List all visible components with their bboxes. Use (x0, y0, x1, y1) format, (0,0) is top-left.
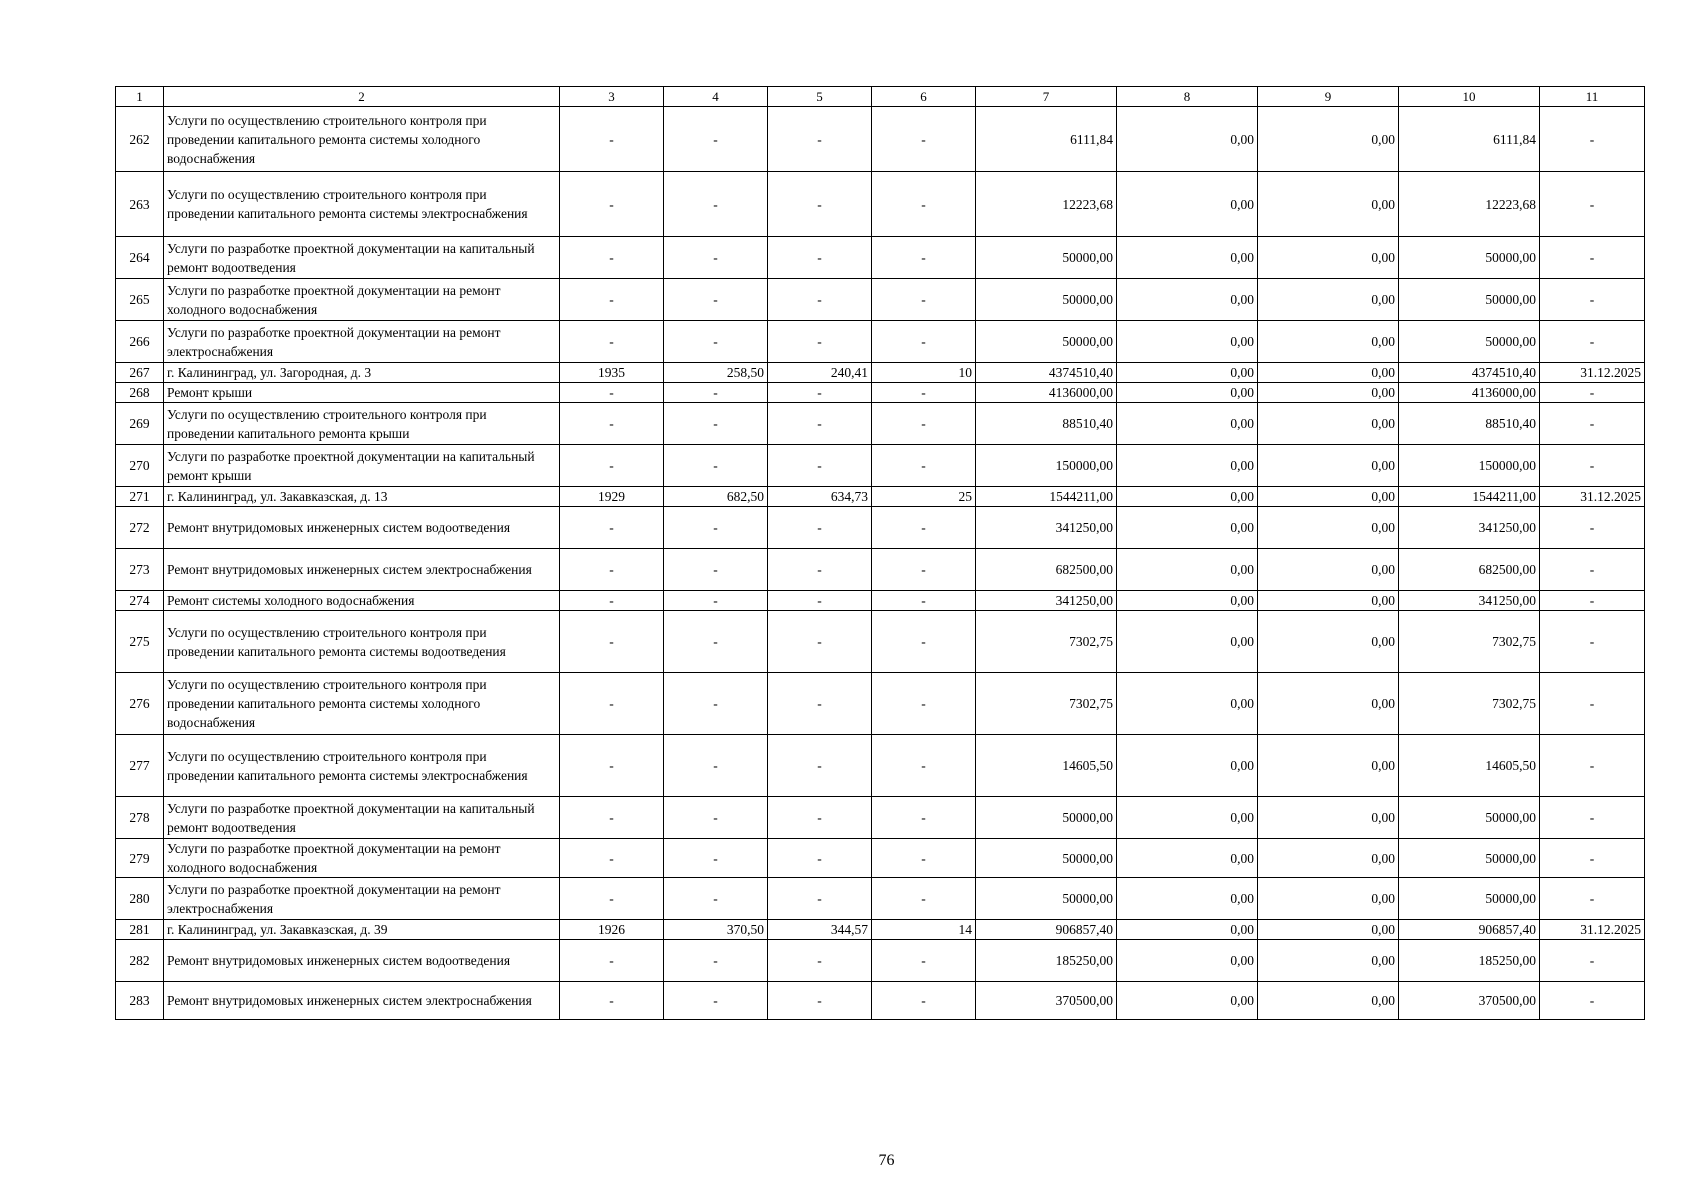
cell-residents: - (872, 403, 976, 445)
row-number: 266 (116, 321, 164, 363)
row-number: 265 (116, 279, 164, 321)
row-description: Услуги по осуществлению строительного контроля при проведении капитального ремонта системы водоотведения (164, 611, 560, 673)
cell-col-8: 0,00 (1117, 982, 1258, 1020)
cell-year: - (560, 735, 664, 797)
cell-total-cost: 50000,00 (976, 839, 1117, 878)
row-number: 283 (116, 982, 164, 1020)
cell-col-8: 0,00 (1117, 403, 1258, 445)
cell-deadline: - (1540, 940, 1645, 982)
cell-col-9: 0,00 (1258, 549, 1399, 591)
cell-area-total: - (664, 673, 768, 735)
cell-col-9: 0,00 (1258, 237, 1399, 279)
cell-area-living: - (768, 878, 872, 920)
table-row (116, 172, 1645, 237)
column-header-2: 2 (164, 87, 560, 107)
cell-col-10: 50000,00 (1399, 839, 1540, 878)
cell-area-total: - (664, 445, 768, 487)
cell-total-cost: 4136000,00 (976, 383, 1117, 403)
table-row (116, 797, 1645, 839)
address-row (116, 363, 1645, 383)
cell-col-8: 0,00 (1117, 363, 1258, 383)
cell-total-cost: 50000,00 (976, 237, 1117, 279)
cell-deadline: - (1540, 735, 1645, 797)
cell-col-10: 50000,00 (1399, 797, 1540, 839)
cell-area-total: - (664, 982, 768, 1020)
cell-col-10: 50000,00 (1399, 321, 1540, 363)
cell-total-cost: 14605,50 (976, 735, 1117, 797)
cell-deadline: - (1540, 982, 1645, 1020)
cell-col-10: 50000,00 (1399, 878, 1540, 920)
cell-area-living: - (768, 403, 872, 445)
column-header-7: 7 (976, 87, 1117, 107)
row-number: 278 (116, 797, 164, 839)
column-header-6: 6 (872, 87, 976, 107)
cell-area-living: - (768, 107, 872, 172)
cell-col-10: 6111,84 (1399, 107, 1540, 172)
cell-col-10: 7302,75 (1399, 673, 1540, 735)
cell-total-cost: 7302,75 (976, 611, 1117, 673)
cell-year: - (560, 403, 664, 445)
column-header-8: 8 (1117, 87, 1258, 107)
table-row (116, 591, 1645, 611)
row-description: г. Калининград, ул. Загородная, д. 3 (164, 363, 560, 383)
cell-area-total: - (664, 735, 768, 797)
cell-residents: - (872, 549, 976, 591)
cell-year: - (560, 673, 664, 735)
cell-col-10: 150000,00 (1399, 445, 1540, 487)
cell-col-9: 0,00 (1258, 940, 1399, 982)
row-description: Услуги по осуществлению строительного контроля при проведении капитального ремонта системы электроснабжения (164, 735, 560, 797)
cell-residents: - (872, 839, 976, 878)
cell-total-cost: 88510,40 (976, 403, 1117, 445)
row-description: Ремонт внутридомовых инженерных систем водоотведения (164, 940, 560, 982)
row-description: Ремонт внутридомовых инженерных систем электроснабжения (164, 549, 560, 591)
cell-area-living: 240,41 (768, 363, 872, 383)
cell-area-living: - (768, 940, 872, 982)
page-number: 76 (878, 1152, 895, 1169)
cell-residents: - (872, 445, 976, 487)
column-header-1: 1 (116, 87, 164, 107)
row-number: 281 (116, 920, 164, 940)
row-number: 268 (116, 383, 164, 403)
row-number: 282 (116, 940, 164, 982)
cell-col-8: 0,00 (1117, 920, 1258, 940)
cell-year: - (560, 445, 664, 487)
cell-total-cost: 12223,68 (976, 172, 1117, 237)
cell-col-10: 4136000,00 (1399, 383, 1540, 403)
cell-col-8: 0,00 (1117, 878, 1258, 920)
cell-total-cost: 341250,00 (976, 507, 1117, 549)
cell-col-8: 0,00 (1117, 797, 1258, 839)
cell-residents: - (872, 321, 976, 363)
row-description: Ремонт крыши (164, 383, 560, 403)
cell-year: - (560, 549, 664, 591)
row-description: Услуги по разработке проектной документации на ремонт электроснабжения (164, 321, 560, 363)
table-row (116, 279, 1645, 321)
cell-col-8: 0,00 (1117, 673, 1258, 735)
row-number: 269 (116, 403, 164, 445)
cell-col-8: 0,00 (1117, 383, 1258, 403)
capital-repair-table (115, 86, 1645, 1020)
cell-col-10: 12223,68 (1399, 172, 1540, 237)
row-number: 273 (116, 549, 164, 591)
cell-col-8: 0,00 (1117, 321, 1258, 363)
cell-col-8: 0,00 (1117, 591, 1258, 611)
cell-area-living: - (768, 839, 872, 878)
cell-col-9: 0,00 (1258, 920, 1399, 940)
cell-deadline: - (1540, 237, 1645, 279)
row-description: Услуги по разработке проектной документации на капитальный ремонт крыши (164, 445, 560, 487)
row-description: г. Калининград, ул. Закавказская, д. 13 (164, 487, 560, 507)
cell-col-10: 50000,00 (1399, 279, 1540, 321)
cell-deadline: - (1540, 507, 1645, 549)
cell-col-10: 906857,40 (1399, 920, 1540, 940)
cell-area-total: - (664, 940, 768, 982)
cell-col-9: 0,00 (1258, 363, 1399, 383)
cell-year: - (560, 940, 664, 982)
cell-deadline: 31.12.2025 (1540, 920, 1645, 940)
cell-area-living: - (768, 797, 872, 839)
cell-deadline: - (1540, 878, 1645, 920)
cell-col-8: 0,00 (1117, 507, 1258, 549)
cell-col-9: 0,00 (1258, 507, 1399, 549)
cell-col-10: 7302,75 (1399, 611, 1540, 673)
cell-year: - (560, 172, 664, 237)
column-header-3: 3 (560, 87, 664, 107)
cell-area-living: - (768, 383, 872, 403)
cell-deadline: - (1540, 673, 1645, 735)
cell-deadline: 31.12.2025 (1540, 363, 1645, 383)
cell-residents: - (872, 107, 976, 172)
cell-deadline: - (1540, 107, 1645, 172)
table-row (116, 445, 1645, 487)
cell-residents: - (872, 735, 976, 797)
cell-col-10: 341250,00 (1399, 507, 1540, 549)
cell-area-total: - (664, 321, 768, 363)
cell-residents: - (872, 797, 976, 839)
table-row (116, 321, 1645, 363)
cell-area-living: 344,57 (768, 920, 872, 940)
row-number: 274 (116, 591, 164, 611)
cell-area-living: 634,73 (768, 487, 872, 507)
cell-total-cost: 682500,00 (976, 549, 1117, 591)
row-description: Услуги по осуществлению строительного контроля при проведении капитального ремонта системы электроснабжения (164, 172, 560, 237)
table-row (116, 549, 1645, 591)
cell-area-total: - (664, 279, 768, 321)
cell-area-total: - (664, 383, 768, 403)
row-description: Услуги по разработке проектной документации на ремонт холодного водоснабжения (164, 279, 560, 321)
row-number: 270 (116, 445, 164, 487)
table-row (116, 673, 1645, 735)
column-header-5: 5 (768, 87, 872, 107)
cell-total-cost: 370500,00 (976, 982, 1117, 1020)
cell-col-9: 0,00 (1258, 611, 1399, 673)
cell-col-10: 50000,00 (1399, 237, 1540, 279)
table-row (116, 107, 1645, 172)
cell-total-cost: 50000,00 (976, 279, 1117, 321)
cell-year: - (560, 839, 664, 878)
cell-residents: - (872, 673, 976, 735)
cell-area-total: - (664, 839, 768, 878)
cell-total-cost: 150000,00 (976, 445, 1117, 487)
cell-year: - (560, 279, 664, 321)
cell-year: - (560, 383, 664, 403)
cell-residents: - (872, 878, 976, 920)
cell-residents: 10 (872, 363, 976, 383)
cell-col-9: 0,00 (1258, 383, 1399, 403)
cell-year: - (560, 107, 664, 172)
cell-residents: - (872, 279, 976, 321)
cell-year: 1929 (560, 487, 664, 507)
cell-col-9: 0,00 (1258, 673, 1399, 735)
cell-col-8: 0,00 (1117, 735, 1258, 797)
cell-year: 1926 (560, 920, 664, 940)
cell-col-8: 0,00 (1117, 611, 1258, 673)
cell-area-total: - (664, 878, 768, 920)
cell-total-cost: 341250,00 (976, 591, 1117, 611)
cell-col-10: 682500,00 (1399, 549, 1540, 591)
cell-area-total: - (664, 797, 768, 839)
row-number: 263 (116, 172, 164, 237)
cell-col-10: 341250,00 (1399, 591, 1540, 611)
cell-area-total: 370,50 (664, 920, 768, 940)
row-description: Услуги по разработке проектной документации на капитальный ремонт водоотведения (164, 237, 560, 279)
cell-residents: - (872, 507, 976, 549)
cell-col-9: 0,00 (1258, 839, 1399, 878)
cell-deadline: - (1540, 279, 1645, 321)
column-header-9: 9 (1258, 87, 1399, 107)
column-header-4: 4 (664, 87, 768, 107)
cell-deadline: - (1540, 321, 1645, 363)
row-number: 272 (116, 507, 164, 549)
cell-year: - (560, 797, 664, 839)
cell-col-9: 0,00 (1258, 403, 1399, 445)
row-description: Услуги по разработке проектной документации на капитальный ремонт водоотведения (164, 797, 560, 839)
cell-col-9: 0,00 (1258, 321, 1399, 363)
cell-year: - (560, 591, 664, 611)
cell-area-living: - (768, 735, 872, 797)
cell-deadline: - (1540, 403, 1645, 445)
row-number: 279 (116, 839, 164, 878)
cell-col-9: 0,00 (1258, 591, 1399, 611)
column-header-10: 10 (1399, 87, 1540, 107)
cell-residents: - (872, 591, 976, 611)
cell-area-living: - (768, 507, 872, 549)
cell-col-9: 0,00 (1258, 279, 1399, 321)
cell-total-cost: 4374510,40 (976, 363, 1117, 383)
cell-col-8: 0,00 (1117, 107, 1258, 172)
table-row (116, 403, 1645, 445)
cell-year: 1935 (560, 363, 664, 383)
cell-col-8: 0,00 (1117, 487, 1258, 507)
cell-deadline: 31.12.2025 (1540, 487, 1645, 507)
cell-col-9: 0,00 (1258, 445, 1399, 487)
cell-area-total: - (664, 403, 768, 445)
row-description: г. Калининград, ул. Закавказская, д. 39 (164, 920, 560, 940)
cell-col-8: 0,00 (1117, 549, 1258, 591)
cell-area-living: - (768, 445, 872, 487)
cell-area-living: - (768, 673, 872, 735)
cell-area-total: - (664, 507, 768, 549)
cell-area-total: 682,50 (664, 487, 768, 507)
cell-total-cost: 50000,00 (976, 321, 1117, 363)
cell-col-9: 0,00 (1258, 107, 1399, 172)
cell-col-9: 0,00 (1258, 735, 1399, 797)
cell-col-9: 0,00 (1258, 982, 1399, 1020)
cell-col-9: 0,00 (1258, 797, 1399, 839)
cell-col-10: 4374510,40 (1399, 363, 1540, 383)
cell-year: - (560, 321, 664, 363)
row-number: 276 (116, 673, 164, 735)
cell-residents: - (872, 172, 976, 237)
cell-year: - (560, 982, 664, 1020)
row-number: 280 (116, 878, 164, 920)
cell-area-total: - (664, 172, 768, 237)
row-description: Услуги по осуществлению строительного контроля при проведении капитального ремонта системы холодного водоснабжения (164, 673, 560, 735)
cell-deadline: - (1540, 445, 1645, 487)
row-number: 271 (116, 487, 164, 507)
cell-deadline: - (1540, 383, 1645, 403)
cell-residents: - (872, 383, 976, 403)
cell-residents: - (872, 940, 976, 982)
cell-col-10: 1544211,00 (1399, 487, 1540, 507)
table-row (116, 982, 1645, 1020)
row-description: Услуги по разработке проектной документации на ремонт холодного водоснабжения (164, 839, 560, 878)
row-description: Услуги по осуществлению строительного контроля при проведении капитального ремонта системы холодного водоснабжения (164, 107, 560, 172)
cell-col-9: 0,00 (1258, 487, 1399, 507)
cell-year: - (560, 237, 664, 279)
table-row (116, 383, 1645, 403)
cell-area-living: - (768, 279, 872, 321)
cell-total-cost: 50000,00 (976, 878, 1117, 920)
cell-col-8: 0,00 (1117, 445, 1258, 487)
address-row (116, 920, 1645, 940)
cell-year: - (560, 878, 664, 920)
cell-col-8: 0,00 (1117, 172, 1258, 237)
cell-col-8: 0,00 (1117, 839, 1258, 878)
row-number: 277 (116, 735, 164, 797)
table-row (116, 611, 1645, 673)
table-row (116, 507, 1645, 549)
cell-area-total: 258,50 (664, 363, 768, 383)
cell-col-10: 185250,00 (1399, 940, 1540, 982)
table-row (116, 878, 1645, 920)
cell-area-living: - (768, 237, 872, 279)
cell-area-living: - (768, 982, 872, 1020)
cell-col-10: 370500,00 (1399, 982, 1540, 1020)
table-row (116, 940, 1645, 982)
cell-area-total: - (664, 611, 768, 673)
column-header-11: 11 (1540, 87, 1645, 107)
table-row (116, 839, 1645, 878)
cell-total-cost: 906857,40 (976, 920, 1117, 940)
table-row (116, 237, 1645, 279)
cell-area-living: - (768, 611, 872, 673)
cell-deadline: - (1540, 797, 1645, 839)
cell-area-total: - (664, 549, 768, 591)
cell-col-9: 0,00 (1258, 172, 1399, 237)
cell-col-8: 0,00 (1117, 279, 1258, 321)
cell-area-total: - (664, 107, 768, 172)
cell-area-living: - (768, 172, 872, 237)
cell-col-9: 0,00 (1258, 878, 1399, 920)
cell-year: - (560, 611, 664, 673)
cell-deadline: - (1540, 591, 1645, 611)
cell-col-8: 0,00 (1117, 940, 1258, 982)
row-description: Услуги по осуществлению строительного контроля при проведении капитального ремонта крыши (164, 403, 560, 445)
cell-col-8: 0,00 (1117, 237, 1258, 279)
row-description: Ремонт системы холодного водоснабжения (164, 591, 560, 611)
cell-deadline: - (1540, 172, 1645, 237)
cell-total-cost: 185250,00 (976, 940, 1117, 982)
row-description: Ремонт внутридомовых инженерных систем водоотведения (164, 507, 560, 549)
cell-col-10: 14605,50 (1399, 735, 1540, 797)
address-row (116, 487, 1645, 507)
cell-total-cost: 6111,84 (976, 107, 1117, 172)
cell-deadline: - (1540, 611, 1645, 673)
cell-residents: 14 (872, 920, 976, 940)
column-number-row (116, 87, 1645, 107)
cell-residents: - (872, 237, 976, 279)
cell-col-10: 88510,40 (1399, 403, 1540, 445)
table-row (116, 735, 1645, 797)
cell-area-total: - (664, 591, 768, 611)
cell-area-total: - (664, 237, 768, 279)
cell-year: - (560, 507, 664, 549)
row-number: 267 (116, 363, 164, 383)
row-description: Ремонт внутридомовых инженерных систем электроснабжения (164, 982, 560, 1020)
cell-deadline: - (1540, 549, 1645, 591)
row-description: Услуги по разработке проектной документации на ремонт электроснабжения (164, 878, 560, 920)
cell-area-living: - (768, 549, 872, 591)
table-body (116, 107, 1645, 1020)
cell-residents: 25 (872, 487, 976, 507)
cell-residents: - (872, 982, 976, 1020)
row-number: 264 (116, 237, 164, 279)
cell-total-cost: 1544211,00 (976, 487, 1117, 507)
row-number: 275 (116, 611, 164, 673)
cell-total-cost: 7302,75 (976, 673, 1117, 735)
cell-deadline: - (1540, 839, 1645, 878)
cell-area-living: - (768, 321, 872, 363)
cell-area-living: - (768, 591, 872, 611)
cell-total-cost: 50000,00 (976, 797, 1117, 839)
row-number: 262 (116, 107, 164, 172)
cell-residents: - (872, 611, 976, 673)
